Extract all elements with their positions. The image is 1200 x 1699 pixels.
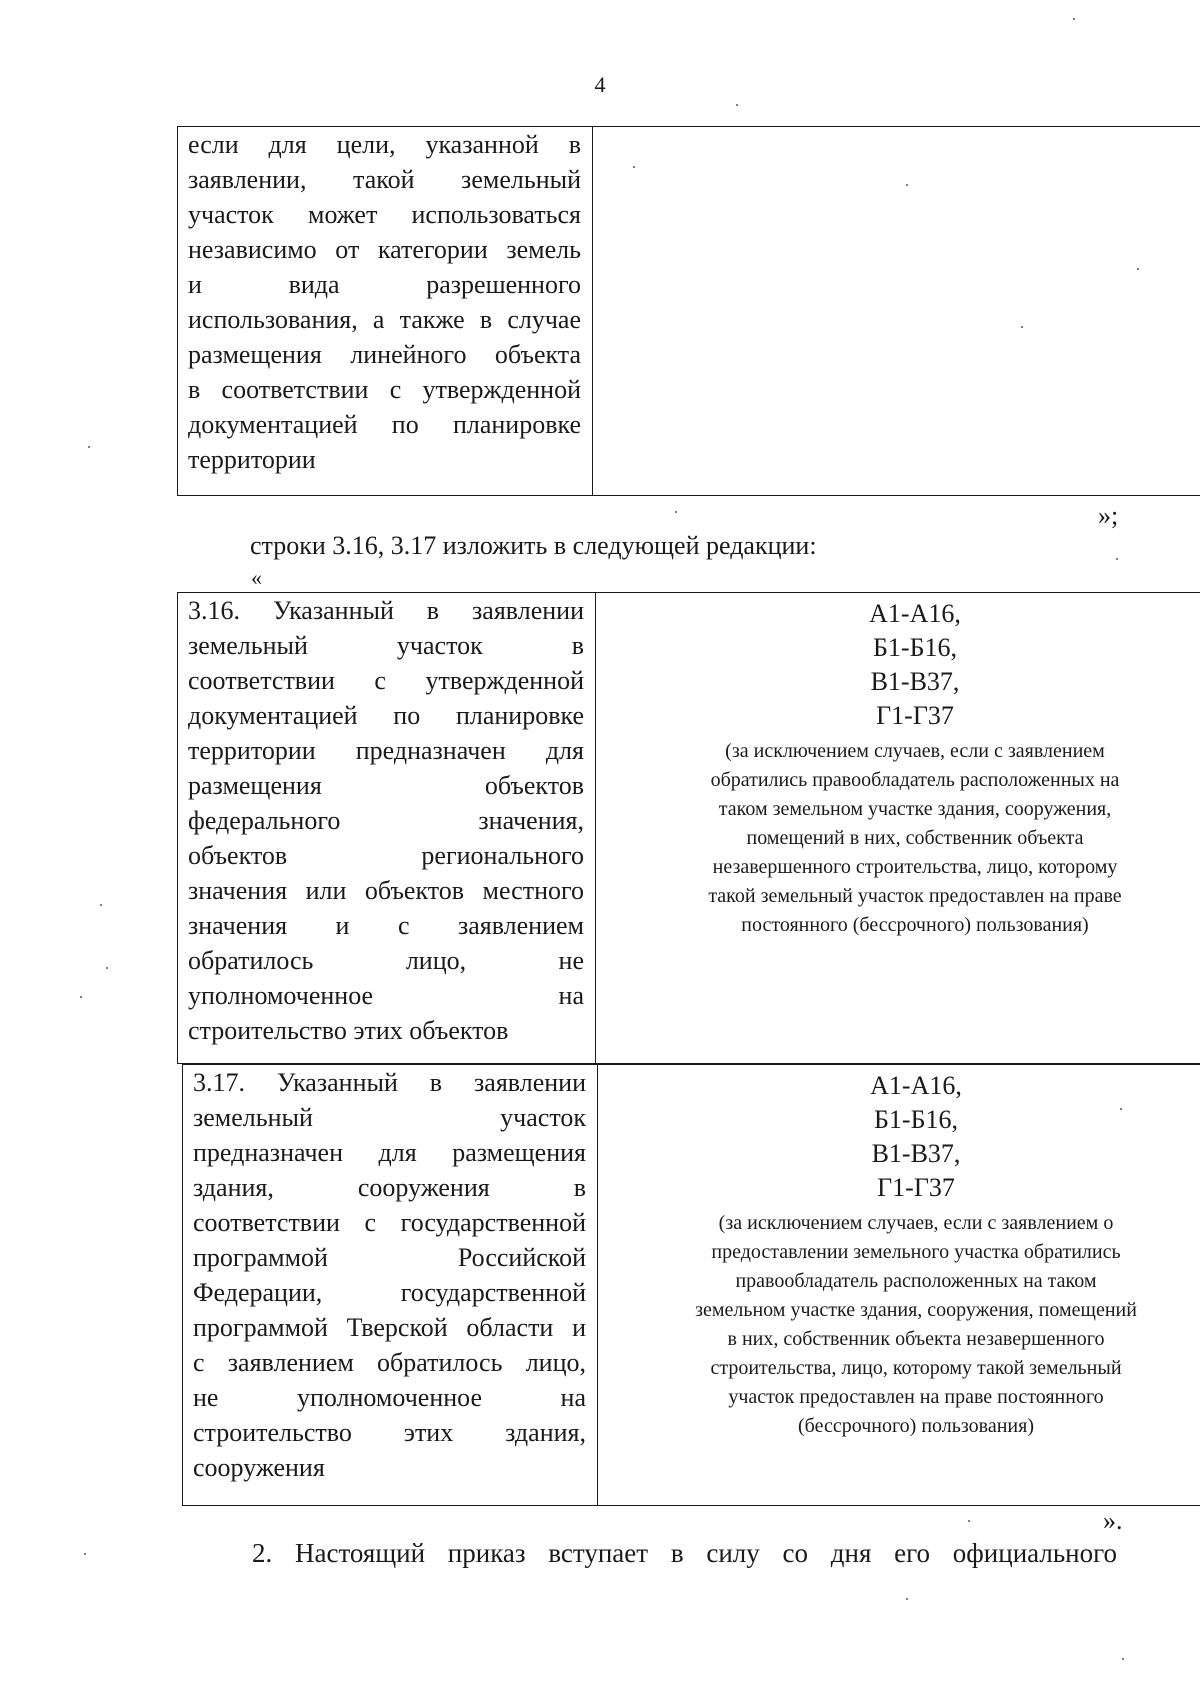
text-line: уполномоченное на (188, 981, 584, 1010)
text-line: не уполномоченное на (193, 1383, 586, 1412)
text-line: размещения объектов (188, 771, 584, 800)
text-line: Федерации, государственной (193, 1278, 586, 1307)
code-list (598, 1069, 1200, 1205)
text-line: помещений в них, собственник объекта (746, 827, 1084, 849)
table-row (178, 593, 1200, 1064)
text-line: документацией по планировке (188, 410, 581, 439)
cell-text (178, 127, 592, 477)
text-line: А1-А16, (869, 599, 961, 628)
text-line: в соответствии с утвержденной (188, 375, 581, 404)
text-line: (за исключением случаев, если с заявлением (725, 740, 1105, 762)
text-line: обратились правообладатель расположенных на (710, 769, 1120, 791)
table-cell-condition (178, 593, 596, 1064)
text-line: строительство этих объектов (188, 1016, 509, 1045)
code-list (596, 597, 1200, 733)
text-line: правообладатель расположенных на таком (735, 1270, 1097, 1292)
table-row (183, 1065, 1200, 1506)
text-line: Г1-Г37 (877, 1173, 955, 1202)
table-cell-condition (183, 1065, 598, 1506)
text-line: соответствии с утвержденной (188, 666, 584, 695)
text-line: земельном участке здания, сооружения, помещений (695, 1299, 1137, 1321)
text-line: федерального значения, (188, 806, 584, 835)
cell-text (178, 593, 595, 1048)
text-line: документацией по планировке (188, 701, 584, 730)
scan-speck (100, 904, 102, 906)
text-line: В1-В37, (870, 667, 960, 696)
page-number: 4 (594, 72, 606, 97)
text-line: независимо от категории земель (188, 235, 581, 264)
text-line: строительства, лицо, которому такой земельный (710, 1357, 1122, 1379)
scan-speck (1116, 558, 1118, 560)
text-line: заявлении, такой земельный (188, 165, 581, 194)
text-line: размещения линейного объекта (188, 340, 581, 369)
text-line: 3.16. Указанный в заявлении (188, 596, 584, 625)
text-line: объектов регионального (188, 841, 584, 870)
scan-speck (1137, 268, 1139, 270)
text-line: 3.17. Указанный в заявлении (193, 1068, 586, 1097)
text-line: если для цели, указанной в (188, 130, 581, 159)
scan-speck (968, 1520, 970, 1522)
text-line: соответствии с государственной (193, 1208, 586, 1237)
text-line: сооружения (193, 1453, 325, 1482)
table-row-3-17 (182, 1064, 1200, 1506)
table-cell-codes (598, 1065, 1200, 1506)
text-line: значения или объектов местного (188, 876, 584, 905)
text-line: участок может использоваться (188, 200, 581, 229)
paragraph-2: 2. Настоящий приказ вступает в силу со дня его официального (252, 1538, 1117, 1568)
scan-speck (1021, 326, 1023, 328)
text-line: незавершенного строительства, лицо, которому (712, 856, 1118, 878)
text-line: Б1-Б16, (872, 633, 958, 662)
scan-speck (675, 511, 677, 513)
text-line: территории (188, 445, 316, 474)
text-line: таком земельном участке здания, сооружения, (718, 798, 1112, 820)
text-line: (бессрочного) пользования) (798, 1415, 1034, 1437)
scan-speck (84, 1553, 86, 1555)
scan-speck (736, 104, 738, 106)
text-line: в них, собственник объекта незавершенного (727, 1328, 1105, 1350)
table-row (178, 127, 1200, 496)
opening-quote: « (251, 565, 262, 590)
text-line: Б1-Б16, (873, 1105, 959, 1134)
text-line: постоянного (бессрочного) пользования) (741, 914, 1089, 936)
text-line: программой Российской (193, 1243, 586, 1272)
text-line: программой Тверской области и (193, 1313, 586, 1342)
text-line: В1-В37, (871, 1139, 961, 1168)
scan-speck (1122, 1658, 1124, 1660)
scan-speck (633, 166, 635, 168)
text-line: территории предназначен для (188, 736, 584, 765)
table-row-3-16 (177, 592, 1200, 1064)
text-line: с заявлением обратилось лицо, (193, 1348, 586, 1377)
text-line: земельный участок (193, 1103, 586, 1132)
text-line: земельный участок в (188, 631, 584, 660)
text-line: значения и с заявлением (188, 911, 584, 940)
text-line: А1-А16, (870, 1071, 962, 1100)
scan-speck (106, 967, 108, 969)
text-line: предназначен для размещения (193, 1138, 586, 1167)
table-cell-condition (178, 127, 593, 496)
closing-quote: »; (1098, 501, 1119, 530)
text-line: строительство этих здания, (193, 1418, 586, 1447)
scan-speck (906, 1598, 908, 1600)
exception-note (598, 1209, 1200, 1441)
text-line: участок предоставлен на праве постоянного (728, 1386, 1104, 1408)
text-line: здания, сооружения в (193, 1173, 586, 1202)
text-line: такой земельный участок предоставлен на праве (708, 885, 1122, 907)
table-cell-codes (596, 593, 1200, 1064)
closing-quote: ». (1103, 1506, 1123, 1535)
cell-text (183, 1065, 597, 1485)
scan-speck (80, 996, 82, 998)
table-continuation (177, 126, 1200, 496)
text-line: использования, а также в случае (188, 305, 581, 334)
table-cell-empty (593, 127, 1200, 496)
text-line: и вида разрешенного (188, 270, 581, 299)
text-line: Г1-Г37 (876, 701, 954, 730)
amendment-intro: строки 3.16, 3.17 изложить в следующей редакции: (250, 531, 817, 560)
text-line: предоставлении земельного участка обратились (711, 1241, 1121, 1263)
text-line: (за исключением случаев, если с заявлением о (718, 1212, 1114, 1234)
scan-speck (1073, 18, 1075, 20)
scan-speck (906, 184, 908, 186)
exception-note (596, 737, 1200, 940)
scan-speck (88, 446, 90, 448)
scan-speck (1120, 1108, 1122, 1110)
text-line: обратилось лицо, не (188, 946, 584, 975)
